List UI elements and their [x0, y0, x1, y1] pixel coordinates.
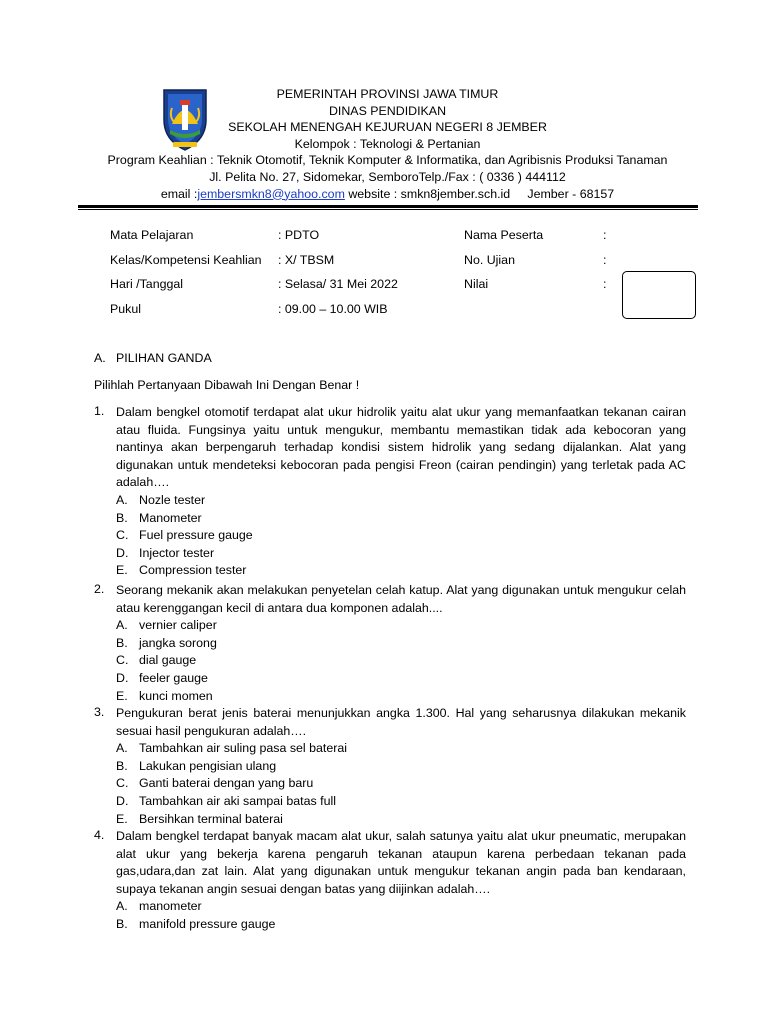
option-item[interactable]	[94, 898, 686, 916]
exam-number-colon: :	[603, 253, 607, 267]
option-text: Compression tester	[139, 563, 247, 578]
option-text: Ganti baterai dengan yang baru	[139, 776, 314, 791]
question-1	[94, 404, 686, 580]
time-label: Pukul	[110, 302, 141, 316]
email-prefix: email :	[160, 186, 198, 201]
question-text: Dalam bengkel terdapat banyak macam alat ukur, salah satunya yaitu alat ukur pneumatic, merupakan alat ukur yang bekerja karena pengaruh tekanan ataupun karena perbedaan tekanan pada gas,udara,dan zat lain. Alat yang digunakan untuk mengukur tekanan angin pada ban kendaraan, supaya tekanan angin sesuai dengan batas yang diijinkan adalah….	[116, 829, 686, 896]
option-text: Injector tester	[139, 545, 215, 560]
option-text: manifold pressure gauge	[139, 916, 276, 931]
option-text: kunci momen	[139, 688, 213, 703]
exam-number-label: No. Ujian	[464, 253, 515, 267]
option-letter: B.	[116, 510, 128, 525]
header-divider-thin	[78, 209, 698, 210]
option-text: manometer	[139, 899, 202, 914]
score-colon: :	[603, 277, 607, 291]
score-label: Nilai	[464, 277, 489, 291]
option-text: Nozle tester	[139, 492, 206, 507]
option-item[interactable]	[94, 545, 686, 563]
option-item[interactable]	[94, 670, 686, 688]
option-text: Lakukan pengisian ulang	[139, 758, 277, 773]
study-programs: Program Keahlian : Teknik Otomotif, Teknik Komputer & Informatika, dan Agribisnis Produksi Tanaman	[107, 153, 668, 168]
question-4	[94, 828, 686, 934]
option-letter: C.	[116, 776, 129, 791]
option-item[interactable]	[94, 562, 686, 580]
class-value: : X/ TBSM	[278, 253, 335, 267]
class-label: Kelas/Kompetensi Keahlian	[110, 253, 262, 267]
option-letter: A.	[116, 899, 128, 914]
score-box[interactable]	[622, 271, 696, 319]
question-number: 3.	[94, 705, 105, 719]
option-list	[94, 740, 686, 828]
option-item[interactable]	[94, 492, 686, 510]
option-letter: A.	[116, 492, 128, 507]
option-item[interactable]	[94, 652, 686, 670]
school-letterhead	[80, 86, 695, 202]
section-title: PILIHAN GANDA	[116, 351, 212, 365]
question-number: 1.	[94, 404, 105, 418]
website-info: website : smkn8jember.sch.id Jember - 68157	[344, 186, 615, 201]
header-divider-thick	[78, 205, 698, 208]
date-label: Hari /Tanggal	[110, 277, 184, 291]
option-text: Manometer	[139, 510, 202, 525]
option-letter: B.	[116, 758, 128, 773]
contact-line	[80, 186, 695, 203]
participant-name-colon: :	[603, 228, 607, 242]
option-item[interactable]	[94, 617, 686, 635]
subject-value: : PDTO	[278, 228, 320, 242]
option-text: dial gauge	[139, 653, 197, 668]
option-letter: C.	[116, 653, 129, 668]
option-text: feeler gauge	[139, 670, 208, 685]
question-number: 4.	[94, 828, 105, 842]
option-letter: A.	[116, 618, 128, 633]
option-item[interactable]	[94, 916, 686, 934]
option-list	[94, 617, 686, 705]
question-text: Seorang mekanik akan melakukan penyetelan celah katup. Alat yang digunakan untuk mengukur celah atau kerenggangan kecil di antara dua komponen adalah....	[116, 583, 686, 615]
option-text: jangka sorong	[139, 635, 217, 650]
email-link[interactable]: jembersmkn8@yahoo.com	[197, 186, 345, 201]
option-item[interactable]	[94, 635, 686, 653]
question-2	[94, 582, 686, 705]
option-letter: B.	[116, 916, 128, 931]
option-text: vernier caliper	[139, 618, 217, 633]
option-item[interactable]	[94, 758, 686, 776]
subject-label: Mata Pelajaran	[110, 228, 194, 242]
option-letter: D.	[116, 793, 129, 808]
section-number: A.	[94, 351, 106, 365]
school-group: Kelompok : Teknologi & Pertanian	[294, 136, 481, 151]
option-text: Tambahkan air suling pasa sel baterai	[139, 741, 348, 756]
option-item[interactable]	[94, 793, 686, 811]
option-item[interactable]	[94, 688, 686, 706]
option-text: Tambahkan air aki sampai batas full	[139, 793, 336, 808]
option-list	[94, 898, 686, 933]
question-3	[94, 705, 686, 828]
school-name: SEKOLAH MENENGAH KEJURUAN NEGERI 8 JEMBER	[228, 120, 547, 135]
government-title: PEMERINTAH PROVINSI JAWA TIMUR	[276, 87, 499, 101]
school-address: Jl. Pelita No. 27, Sidomekar, SemboroTelp./Fax : ( 0336 ) 444112	[209, 169, 566, 184]
option-item[interactable]	[94, 775, 686, 793]
option-letter: D.	[116, 670, 129, 685]
date-value: : Selasa/ 31 Mei 2022	[278, 277, 398, 291]
time-value: : 09.00 – 10.00 WIB	[278, 302, 388, 316]
instruction-text: Pilihlah Pertanyaan Dibawah Ini Dengan Benar !	[94, 378, 360, 392]
option-item[interactable]	[94, 510, 686, 528]
option-letter: B.	[116, 635, 128, 650]
option-text: Bersihkan terminal baterai	[139, 811, 283, 826]
question-text: Dalam bengkel otomotif terdapat alat ukur hidrolik yaitu alat ukur yang memanfaatkan tekanan cairan atau fluida. Fungsinya yaitu untuk mengukur, membantu memastikan tidak ada kebocoran yang nantinya akan berpengaruh terhadap kondisi sistem hidrolik yang sedang dijalankan. Alat yang digunakan untuk mendeteksi kebocoran pada pengisi Freon (cairan pendingin) yang terletak pada AC adalah….	[116, 405, 686, 490]
question-number: 2.	[94, 582, 105, 596]
option-letter: E.	[116, 688, 128, 703]
option-item[interactable]	[94, 811, 686, 829]
option-letter: A.	[116, 741, 128, 756]
question-text: Pengukuran berat jenis baterai menunjukkan angka 1.300. Hal yang seharusnya dilakukan mekanik sesuai hasil pengukuran adalah….	[116, 706, 686, 738]
option-letter: D.	[116, 545, 129, 560]
option-item[interactable]	[94, 527, 686, 545]
department-title: DINAS PENDIDIKAN	[328, 103, 447, 118]
participant-name-label: Nama Peserta	[464, 228, 544, 242]
option-letter: C.	[116, 528, 129, 543]
option-item[interactable]	[94, 740, 686, 758]
option-list	[94, 492, 686, 580]
option-text: Fuel pressure gauge	[139, 528, 253, 543]
option-letter: E.	[116, 563, 128, 578]
option-letter: E.	[116, 811, 128, 826]
